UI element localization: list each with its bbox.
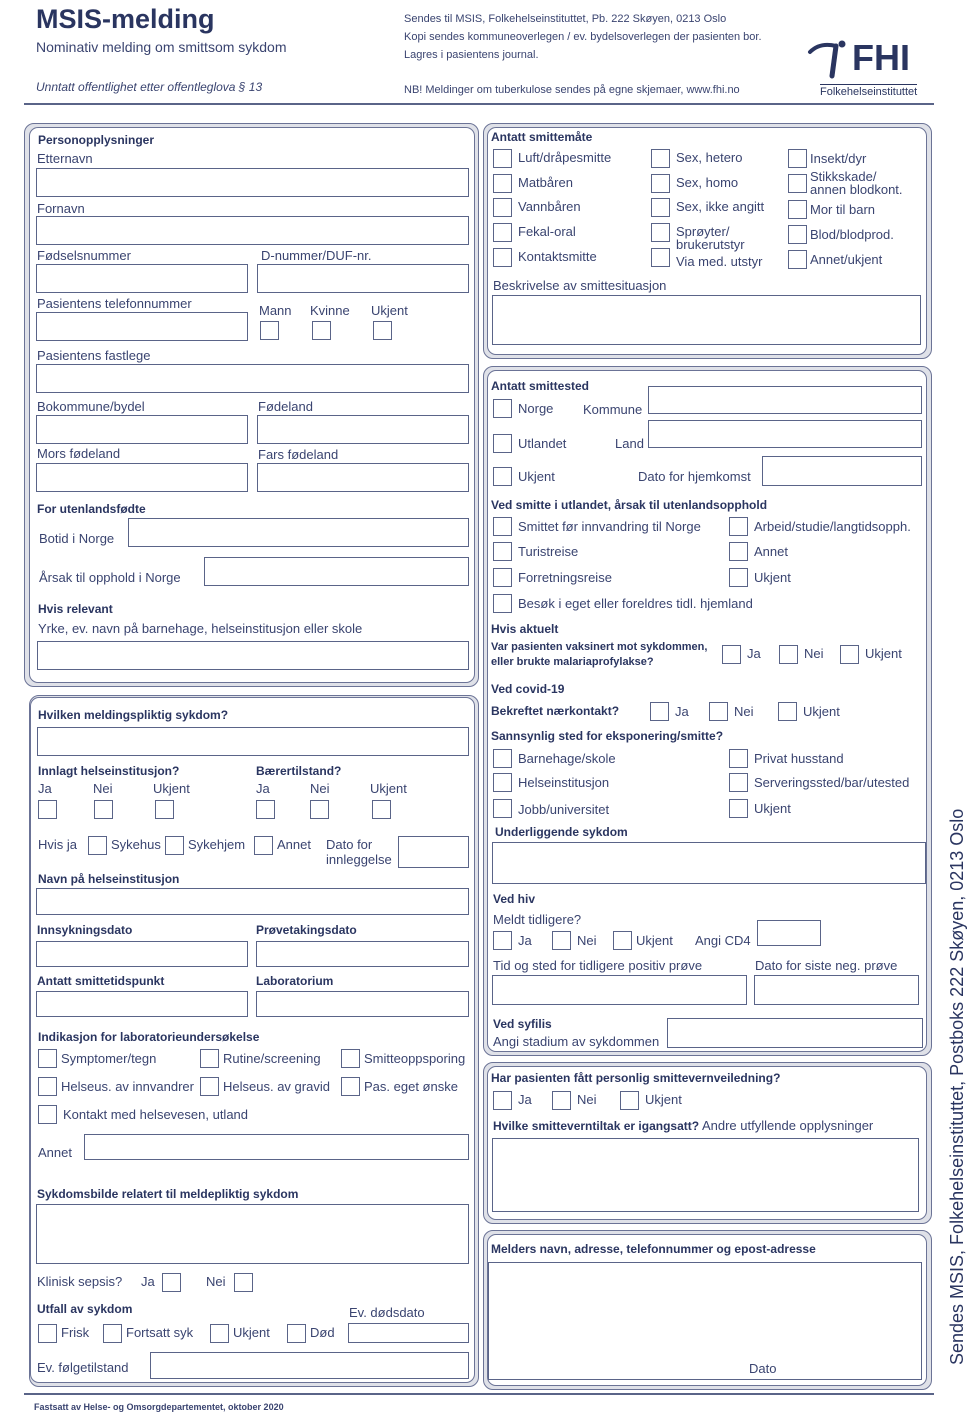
- smitteoppsporing-checkbox[interactable]: [341, 1049, 360, 1068]
- sex-homo-label: Sex, homo: [676, 175, 739, 190]
- smittetidspunkt-heading: Antatt smittetidspunkt: [37, 974, 165, 988]
- arbeid-checkbox[interactable]: [729, 517, 748, 536]
- annet-arsak-label: Annet: [754, 544, 788, 559]
- meldt-ukjent-checkbox[interactable]: [613, 931, 632, 950]
- smittemate-heading: Antatt smittemåte: [491, 130, 593, 144]
- dnummer-label: D-nummer/DUF-nr.: [261, 248, 372, 263]
- annet-inst-checkbox[interactable]: [254, 836, 273, 855]
- besok-label: Besøk i eget eller foreldres tidl. hjemland: [518, 596, 753, 611]
- send-line-2: Kopi sendes kommuneoverlegen / ev. bydelsoverlegen der pasienten bor.: [404, 31, 762, 43]
- etternavn-label: Etternavn: [37, 151, 93, 166]
- veiledning-ukjent-checkbox[interactable]: [620, 1091, 639, 1110]
- tiltak-rest: Andre utfyllende opplysninger: [699, 1118, 874, 1133]
- sex-homo-checkbox[interactable]: [651, 174, 670, 193]
- sepsis-ja-checkbox[interactable]: [162, 1273, 181, 1292]
- besok-checkbox[interactable]: [493, 594, 512, 613]
- fornavn-label: Fornavn: [37, 201, 85, 216]
- sykehus-label: Sykehus: [111, 837, 161, 852]
- naerkontakt-ja-checkbox[interactable]: [650, 702, 669, 721]
- innsykning-field[interactable]: [36, 941, 248, 967]
- tb-note: NB! Meldinger om tuberkulose sendes på egne skjemaer, www.fhi.no: [404, 84, 740, 96]
- mors-fodeland-field[interactable]: [36, 463, 248, 492]
- botid-field[interactable]: [128, 518, 469, 547]
- veiledning-nei-label: Nei: [577, 1092, 597, 1107]
- helseus-gravid-checkbox[interactable]: [200, 1077, 219, 1096]
- fhi-logo: [806, 36, 936, 98]
- dod-label: Død: [310, 1325, 335, 1340]
- naerkontakt-ja-label: Ja: [675, 704, 689, 719]
- aktuelt-heading: Hvis aktuelt: [491, 622, 559, 636]
- annet-inst-label: Annet: [277, 837, 311, 852]
- baerer-ja-checkbox[interactable]: [256, 800, 275, 819]
- vaksinert-nei-label: Nei: [804, 646, 824, 661]
- veiledning-ukjent-label: Ukjent: [645, 1092, 682, 1107]
- navn-inst-heading: Navn på helseinstitusjon: [38, 872, 180, 886]
- kvinne-label: Kvinne: [310, 303, 350, 318]
- dodsdato-field[interactable]: [348, 1323, 469, 1343]
- utfall-heading: Utfall av sykdom: [37, 1302, 133, 1316]
- stadium-field[interactable]: [667, 1018, 923, 1048]
- hjemkomst-label: Dato for hjemkomst: [638, 469, 751, 484]
- sted-ukjent-checkbox[interactable]: [493, 467, 512, 486]
- sproyter-label: Sprøyter/: [676, 224, 730, 239]
- underliggende-heading: Underliggende sykdom: [495, 825, 628, 839]
- fodeland-field[interactable]: [257, 415, 469, 444]
- innlagt-ukjent-label: Ukjent: [153, 781, 190, 796]
- smittested-heading: Antatt smittested: [491, 379, 590, 393]
- kjonn-ukjent-label: Ukjent: [371, 303, 408, 318]
- syfilis-heading: Ved syfilis: [493, 1017, 552, 1031]
- kontakt-utland-checkbox[interactable]: [38, 1105, 57, 1124]
- botid-label: Botid i Norge: [39, 531, 115, 546]
- fastsatt-note: Fastsatt av Helse- og Omsorgdepartementet, oktober 2020: [34, 1402, 284, 1412]
- veiledning-nei-checkbox[interactable]: [552, 1091, 571, 1110]
- melder-heading: Melders navn, adresse, telefonnummer og epost-adresse: [491, 1242, 816, 1256]
- annet-indikasjon-label: Annet: [38, 1145, 72, 1160]
- servering-label: Serveringssted/bar/utested: [754, 775, 910, 790]
- sykehjem-label: Sykehjem: [188, 837, 246, 852]
- via-utstyr-checkbox[interactable]: [651, 248, 670, 267]
- arsak-ukjent-label: Ukjent: [754, 570, 791, 585]
- jobb-checkbox[interactable]: [493, 799, 512, 818]
- melder-field[interactable]: [488, 1262, 922, 1380]
- symptomer-label: Symptomer/tegn: [61, 1051, 157, 1066]
- sannsynlig-heading: Sannsynlig sted for eksponering/smitte?: [491, 729, 724, 743]
- fastlege-field[interactable]: [36, 364, 469, 393]
- baerer-nei-label: Nei: [310, 781, 330, 796]
- logo-text: FHI: [852, 37, 910, 78]
- veiledning-ja-checkbox[interactable]: [493, 1091, 512, 1110]
- sykdomsbilde-heading: Sykdomsbilde relatert til meldepliktig sykdom: [37, 1187, 299, 1201]
- smitteoppsporing-label: Smitteoppsporing: [364, 1051, 466, 1066]
- sykehus-checkbox[interactable]: [88, 836, 107, 855]
- exemption-note: Unntatt offentlighet etter offentleglova § 13: [36, 80, 263, 94]
- sepsis-label: Klinisk sepsis?: [37, 1274, 123, 1289]
- fodeland-label: Fødeland: [258, 399, 313, 414]
- privat-label: Privat husstand: [754, 751, 844, 766]
- neg-prove-field[interactable]: [754, 975, 919, 1005]
- blod-checkbox[interactable]: [788, 225, 807, 244]
- annet-ukjent-checkbox[interactable]: [788, 250, 807, 269]
- etternavn-field[interactable]: [36, 168, 469, 197]
- stadium-label: Angi stadium av sykdommen: [493, 1034, 660, 1049]
- turist-label: Turistreise: [518, 544, 579, 559]
- sykdomsbilde-field[interactable]: [36, 1204, 469, 1264]
- rutine-checkbox[interactable]: [200, 1049, 219, 1068]
- beskrivelse-field[interactable]: [492, 295, 921, 345]
- vannbaren-label: Vannbåren: [518, 199, 581, 214]
- arsak-label: Årsak til opphold i Norge: [39, 570, 181, 585]
- mor-barn-checkbox[interactable]: [788, 200, 807, 219]
- baerer-ja-label: Ja: [256, 781, 270, 796]
- eksponering-ukjent-label: Ukjent: [754, 801, 791, 816]
- luft-label: Luft/dråpesmitte: [518, 150, 612, 165]
- utlandet-label: Utlandet: [518, 436, 567, 451]
- innlagt-ja-checkbox[interactable]: [38, 800, 57, 819]
- sted-ukjent-label: Ukjent: [518, 469, 555, 484]
- dod-checkbox[interactable]: [287, 1324, 306, 1343]
- utfall-ukjent-checkbox[interactable]: [210, 1324, 229, 1343]
- barnehage-checkbox[interactable]: [493, 749, 512, 768]
- matbaren-checkbox[interactable]: [493, 174, 512, 193]
- navn-inst-field[interactable]: [36, 888, 469, 915]
- arbeid-label: Arbeid/studie/langtidsopph.: [754, 519, 911, 534]
- frisk-label: Frisk: [61, 1325, 90, 1340]
- barnehage-label: Barnehage/skole: [518, 751, 616, 766]
- hvis-relevant-heading: Hvis relevant: [38, 602, 113, 616]
- helseus-gravid-label: Helseus. av gravid: [223, 1079, 330, 1094]
- innleggelse-label: innleggelse: [326, 852, 392, 867]
- vaksinert-ja-checkbox[interactable]: [722, 645, 741, 664]
- fars-fodeland-field[interactable]: [257, 463, 469, 492]
- beskrivelse-label: Beskrivelse av smittesituasjon: [493, 278, 667, 293]
- norge-checkbox[interactable]: [493, 399, 512, 418]
- send-line-3: Lagres i pasientens journal.: [404, 49, 539, 61]
- vaksinert-line-2: eller brukte malariaprofylakse?: [491, 656, 654, 668]
- header-rule: [24, 103, 934, 105]
- mor-barn-label: Mor til barn: [810, 202, 876, 217]
- matbaren-label: Matbåren: [518, 175, 573, 190]
- blod-label: Blod/blodprod.: [810, 227, 894, 242]
- forretning-label: Forretningsreise: [518, 570, 612, 585]
- baerer-ukjent-checkbox[interactable]: [372, 800, 391, 819]
- dnummer-field[interactable]: [257, 264, 469, 293]
- sex-ikke-checkbox[interactable]: [651, 198, 670, 217]
- mann-label: Mann: [259, 303, 292, 318]
- bokommune-field[interactable]: [36, 415, 248, 444]
- forretning-checkbox[interactable]: [493, 568, 512, 587]
- sepsis-nei-checkbox[interactable]: [234, 1273, 253, 1292]
- indikasjon-heading: Indikasjon for laboratorieundersøkelse: [38, 1030, 260, 1044]
- utenlandsfodte-heading: For utenlandsfødte: [37, 502, 146, 516]
- form-subtitle: Nominativ melding om smittsom sykdom: [36, 39, 287, 55]
- innlagt-nei-checkbox[interactable]: [94, 800, 113, 819]
- person-heading: Personopplysninger: [38, 133, 155, 147]
- cd4-field[interactable]: [757, 920, 821, 946]
- dato-for-label: Dato for: [326, 837, 373, 852]
- annet-arsak-checkbox[interactable]: [729, 542, 748, 561]
- footer-rule: [24, 1393, 934, 1395]
- insekt-label: Insekt/dyr: [810, 151, 867, 166]
- baerer-heading: Bærertilstand?: [256, 764, 342, 778]
- sex-hetero-label: Sex, hetero: [676, 150, 743, 165]
- land-label: Land: [615, 436, 644, 451]
- pas-onske-checkbox[interactable]: [341, 1077, 360, 1096]
- neg-prove-label: Dato for siste neg. prøve: [755, 958, 898, 973]
- frisk-checkbox[interactable]: [38, 1324, 57, 1343]
- fastlege-label: Pasientens fastlege: [37, 348, 151, 363]
- innlagt-nei-label: Nei: [93, 781, 113, 796]
- kommune-label: Kommune: [583, 402, 643, 417]
- naerkontakt-nei-checkbox[interactable]: [709, 702, 728, 721]
- vaksinert-ukjent-label: Ukjent: [865, 646, 902, 661]
- kontaktsmitte-label: Kontaktsmitte: [518, 249, 597, 264]
- pas-onske-label: Pas. eget ønske: [364, 1079, 458, 1094]
- meldt-ja-label: Ja: [518, 933, 532, 948]
- baerer-nei-checkbox[interactable]: [310, 800, 329, 819]
- telefon-label: Pasientens telefonnummer: [37, 296, 192, 311]
- jobb-label: Jobb/universitet: [518, 802, 610, 817]
- hjemkomst-field[interactable]: [762, 456, 922, 486]
- fekal-label: Fekal-oral: [518, 224, 576, 239]
- fodselsnummer-field[interactable]: [36, 264, 248, 293]
- tid-sted-label: Tid og sted for tidligere positiv prøve: [493, 958, 703, 973]
- utlandet-checkbox[interactable]: [493, 434, 512, 453]
- bokommune-label: Bokommune/bydel: [37, 399, 145, 414]
- yrke-field[interactable]: [37, 641, 469, 670]
- stikkskade-checkbox[interactable]: [788, 174, 807, 193]
- innlagt-heading: Innlagt helseinstitusjon?: [38, 764, 180, 778]
- fornavn-field[interactable]: [36, 216, 469, 245]
- innsykning-heading: Innsykningsdato: [37, 923, 133, 937]
- hiv-heading: Ved hiv: [493, 892, 536, 906]
- folge-label: Ev. følgetilstand: [37, 1360, 129, 1375]
- smittetidspunkt-field[interactable]: [36, 991, 248, 1017]
- innlagt-ja-label: Ja: [38, 781, 52, 796]
- annet-ukjent-label: Annet/ukjent: [810, 252, 883, 267]
- hvis-ja-label: Hvis ja: [38, 837, 78, 852]
- kjonn-ukjent-checkbox[interactable]: [373, 321, 392, 340]
- kontakt-utland-label: Kontakt med helsevesen, utland: [63, 1107, 249, 1122]
- naerkontakt-label: Bekreftet nærkontakt?: [491, 704, 620, 718]
- vannbaren-checkbox[interactable]: [493, 198, 512, 217]
- veiledning-ja-label: Ja: [518, 1092, 532, 1107]
- laboratorium-field[interactable]: [256, 991, 469, 1017]
- meldt-nei-checkbox[interactable]: [552, 931, 571, 950]
- vertical-address-text: Sendes MSIS, Folkehelseinstituttet, Postboks 222 Skøyen, 0213 Oslo: [947, 808, 967, 1365]
- meldt-nei-label: Nei: [577, 933, 597, 948]
- vaksinert-line-1: Var pasienten vaksinert mot sykdommen,: [491, 641, 708, 653]
- utland-arsak-heading: Ved smitte i utlandet, årsak til utenlandsopphold: [491, 498, 768, 512]
- covid-heading: Ved covid-19: [491, 682, 565, 696]
- sykehjem-checkbox[interactable]: [165, 836, 184, 855]
- baerer-ukjent-label: Ukjent: [370, 781, 407, 796]
- utfall-ukjent-label: Ukjent: [233, 1325, 270, 1340]
- cd4-label: Angi CD4: [695, 933, 751, 948]
- fortsatt-label: Fortsatt syk: [126, 1325, 194, 1340]
- luft-checkbox[interactable]: [493, 149, 512, 168]
- sepsis-ja-label: Ja: [141, 1274, 155, 1289]
- vaksinert-nei-checkbox[interactable]: [779, 645, 798, 664]
- helseinst-label: Helseinstitusjon: [518, 775, 610, 790]
- fekal-checkbox[interactable]: [493, 223, 512, 242]
- brukerutstyr-label: brukerutstyr: [676, 237, 745, 252]
- insekt-checkbox[interactable]: [788, 149, 807, 168]
- turist-checkbox[interactable]: [493, 542, 512, 561]
- mann-checkbox[interactable]: [260, 321, 279, 340]
- meldt-ja-checkbox[interactable]: [493, 931, 512, 950]
- kommune-field[interactable]: [648, 386, 922, 414]
- kvinne-checkbox[interactable]: [312, 321, 331, 340]
- symptomer-checkbox[interactable]: [38, 1049, 57, 1068]
- annet-indikasjon-field[interactable]: [84, 1134, 469, 1160]
- disease-heading: Hvilken meldingspliktig sykdom?: [38, 708, 229, 722]
- fhi-logo-icon: [806, 38, 848, 80]
- naerkontakt-ukjent-label: Ukjent: [803, 704, 840, 719]
- meldt-ukjent-label: Ukjent: [636, 933, 673, 948]
- tiltak-field[interactable]: [492, 1138, 919, 1212]
- logo-subtitle: Folkehelseinstituttet: [820, 86, 918, 98]
- vaksinert-ja-label: Ja: [747, 646, 761, 661]
- naerkontakt-ukjent-checkbox[interactable]: [778, 702, 797, 721]
- helseus-innv-checkbox[interactable]: [38, 1077, 57, 1096]
- fars-fodeland-label: Fars fødeland: [258, 447, 339, 462]
- vaksinert-ukjent-checkbox[interactable]: [840, 645, 859, 664]
- underliggende-field[interactable]: [492, 842, 926, 884]
- provetaking-heading: Prøvetakingsdato: [256, 923, 357, 937]
- vertical-address: [918, 755, 970, 1365]
- tiltak-label: [493, 1119, 873, 1132]
- innleggelse-date-field[interactable]: [398, 836, 469, 868]
- norge-label: Norge: [518, 401, 554, 416]
- laboratorium-heading: Laboratorium: [256, 974, 334, 988]
- eksponering-ukjent-checkbox[interactable]: [729, 799, 748, 818]
- tiltak-bold: Hvilke smitteverntiltak er igangsatt?: [493, 1119, 700, 1133]
- sex-ikke-label: Sex, ikke angitt: [676, 199, 765, 214]
- yrke-label: Yrke, ev. navn på barnehage, helseinstitusjon eller skole: [38, 621, 363, 636]
- fodselsnummer-label: Fødselsnummer: [37, 248, 131, 263]
- disease-field[interactable]: [37, 727, 469, 756]
- provetaking-field[interactable]: [256, 941, 469, 967]
- sproyter-checkbox[interactable]: [651, 223, 670, 242]
- helseinst-checkbox[interactable]: [493, 773, 512, 792]
- folge-field[interactable]: [150, 1352, 469, 1379]
- innlagt-ukjent-checkbox[interactable]: [155, 800, 174, 819]
- kontaktsmitte-checkbox[interactable]: [493, 248, 512, 267]
- dodsdato-label: Ev. dødsdato: [349, 1305, 425, 1320]
- arsak-ukjent-checkbox[interactable]: [729, 568, 748, 587]
- veiledning-heading: Har pasienten fått personlig smittevernveiledning?: [491, 1071, 781, 1085]
- helseus-innv-label: Helseus. av innvandrer: [61, 1079, 194, 1094]
- telefon-field[interactable]: [36, 312, 248, 341]
- form-title: MSIS-melding: [36, 4, 215, 34]
- arsak-field[interactable]: [204, 557, 469, 586]
- innvandring-checkbox[interactable]: [493, 517, 512, 536]
- servering-checkbox[interactable]: [729, 773, 748, 792]
- innvandring-label: Smittet før innvandring til Norge: [518, 519, 701, 534]
- rutine-label: Rutine/screening: [223, 1051, 321, 1066]
- melder-dato-label: Dato: [749, 1361, 777, 1376]
- via-utstyr-label: Via med. utstyr: [676, 254, 763, 269]
- sepsis-nei-label: Nei: [206, 1274, 226, 1289]
- stikkskade-label: Stikkskade/: [810, 169, 877, 184]
- send-line-1: Sendes til MSIS, Folkehelseinstituttet, Pb. 222 Skøyen, 0213 Oslo: [404, 13, 727, 25]
- mors-fodeland-label: Mors fødeland: [37, 446, 121, 461]
- land-field[interactable]: [648, 420, 922, 448]
- sex-hetero-checkbox[interactable]: [651, 149, 670, 168]
- naerkontakt-nei-label: Nei: [734, 704, 754, 719]
- fortsatt-checkbox[interactable]: [103, 1324, 122, 1343]
- privat-checkbox[interactable]: [729, 749, 748, 768]
- meldt-label: Meldt tidligere?: [493, 912, 582, 927]
- tid-sted-field[interactable]: [492, 975, 747, 1005]
- blodkont-label: annen blodkont.: [810, 182, 903, 197]
